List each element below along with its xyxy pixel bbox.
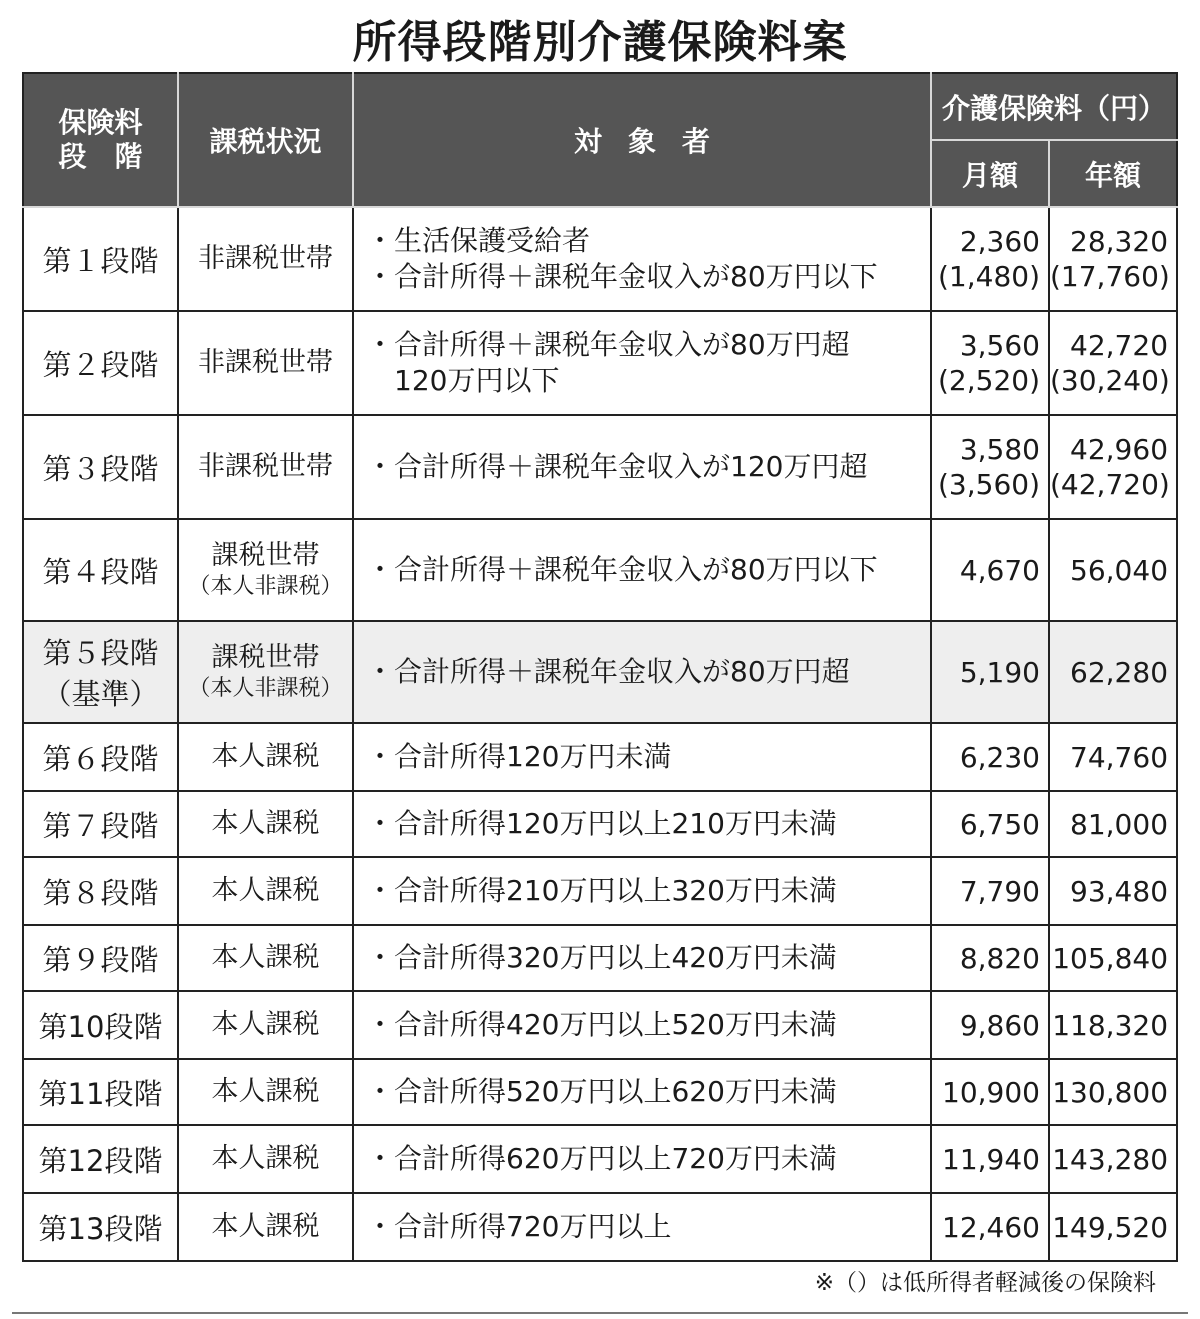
- target-cell: [353, 207, 931, 311]
- monthly-cell: [931, 723, 1049, 791]
- monthly-cell: [931, 207, 1049, 311]
- tax-status-label: 本人課税: [211, 1009, 320, 1040]
- stage-cell: [23, 925, 178, 991]
- tax-status-cell: [178, 991, 353, 1059]
- monthly-value: 3,580: [959, 433, 1040, 466]
- annual-cell: [1049, 621, 1177, 723]
- tax-status-cell: [178, 1125, 353, 1193]
- table-row: [23, 857, 1177, 925]
- target-cell: [353, 621, 931, 723]
- target-line: ・合計所得420万円以上520万円未満: [366, 1008, 837, 1041]
- annual-cell: [1049, 311, 1177, 415]
- stage-label: 第４段階: [42, 554, 159, 589]
- stage-label: 第11段階: [38, 1076, 163, 1111]
- target-line: ・合計所得＋課税年金収入が80万円以下: [366, 553, 878, 586]
- stage-label: 第12段階: [38, 1143, 163, 1178]
- stage-cell: [23, 991, 178, 1059]
- stage-cell: [23, 1193, 178, 1261]
- tax-status-label: 本人課税: [211, 741, 320, 772]
- tax-status-label: 非課税世帯: [198, 347, 333, 378]
- annual-cell: [1049, 791, 1177, 857]
- annual-value: 42,960: [1070, 433, 1169, 466]
- tax-status-cell: [178, 791, 353, 857]
- header-premium-group: 介護保険料（円）: [931, 73, 1177, 140]
- target-cell: [353, 991, 931, 1059]
- table-row: [23, 925, 1177, 991]
- annual-value: 56,040: [1070, 553, 1169, 587]
- footnote: ※（）は低所得者軽減後の保険料: [814, 1270, 1156, 1296]
- tax-status-cell: [178, 207, 353, 311]
- tax-status-cell: [178, 311, 353, 415]
- tax-status-cell: [178, 1059, 353, 1125]
- tax-status-label: 本人課税: [211, 1211, 320, 1242]
- target-line: ・合計所得620万円以上720万円未満: [366, 1142, 837, 1175]
- tax-status-label: 本人課税: [211, 1076, 320, 1107]
- stage-label: 第２段階: [42, 347, 159, 382]
- tax-status-cell: [178, 621, 353, 723]
- stage-note: （基準）: [42, 677, 159, 711]
- annual-value: 74,760: [1070, 740, 1169, 774]
- annual-value: 130,800: [1052, 1075, 1169, 1109]
- monthly-value: 2,360: [959, 225, 1040, 258]
- target-cell: [353, 519, 931, 621]
- target-line: ・合計所得＋課税年金収入が120万円超: [366, 450, 868, 483]
- stage-cell: [23, 723, 178, 791]
- page-title: 所得段階別介護保険料案: [352, 17, 848, 68]
- tax-status-cell: [178, 415, 353, 519]
- tax-status-cell: [178, 519, 353, 621]
- target-line: ・合計所得＋課税年金収入が80万円以下: [366, 260, 878, 293]
- stage-cell: [23, 857, 178, 925]
- target-cell: [353, 857, 931, 925]
- table-row: [23, 621, 1177, 723]
- table-row: [23, 723, 1177, 791]
- monthly-value: 4,670: [959, 553, 1040, 587]
- annual-value: 105,840: [1052, 941, 1169, 975]
- monthly-reduced-value: (3,560): [937, 468, 1040, 501]
- stage-cell: [23, 621, 178, 723]
- header-tax-status: 課税状況: [178, 73, 353, 207]
- monthly-value: 8,820: [959, 941, 1040, 975]
- monthly-cell: [931, 791, 1049, 857]
- annual-cell: [1049, 1059, 1177, 1125]
- monthly-value: 11,940: [942, 1142, 1040, 1176]
- monthly-value: 10,900: [942, 1075, 1040, 1109]
- tax-status-cell: [178, 1193, 353, 1261]
- annual-cell: [1049, 207, 1177, 311]
- tax-status-label: 非課税世帯: [198, 451, 333, 482]
- monthly-value: 12,460: [942, 1210, 1040, 1244]
- table-row: [23, 207, 1177, 311]
- target-line: 120万円以下: [366, 364, 560, 397]
- header-annual: 年額: [1049, 140, 1177, 207]
- target-line: ・合計所得＋課税年金収入が80万円超: [366, 328, 850, 361]
- tax-status-note: （本人非課税）: [188, 574, 343, 599]
- target-line: ・合計所得320万円以上420万円未満: [366, 941, 837, 974]
- monthly-cell: [931, 415, 1049, 519]
- stage-label: 第10段階: [38, 1009, 163, 1044]
- table-body: [23, 207, 1177, 1261]
- annual-cell: [1049, 991, 1177, 1059]
- tax-status-cell: [178, 857, 353, 925]
- tax-status-label: 課税世帯: [211, 642, 320, 673]
- monthly-value: 6,230: [959, 740, 1040, 774]
- annual-value: 118,320: [1052, 1008, 1169, 1042]
- target-line: ・合計所得＋課税年金収入が80万円超: [366, 655, 850, 688]
- monthly-cell: [931, 519, 1049, 621]
- tax-status-label: 課税世帯: [211, 540, 320, 571]
- annual-cell: [1049, 1193, 1177, 1261]
- target-cell: [353, 1125, 931, 1193]
- stage-cell: [23, 791, 178, 857]
- monthly-cell: [931, 1125, 1049, 1193]
- annual-cell: [1049, 415, 1177, 519]
- tax-status-label: 本人課税: [211, 942, 320, 973]
- stage-label: 第７段階: [42, 808, 159, 843]
- table-row: [23, 519, 1177, 621]
- monthly-value: 3,560: [959, 329, 1040, 362]
- monthly-value: 5,190: [959, 655, 1040, 689]
- stage-label: 第３段階: [42, 451, 159, 486]
- annual-cell: [1049, 1125, 1177, 1193]
- tax-status-label: 本人課税: [211, 875, 320, 906]
- table-row: [23, 791, 1177, 857]
- table-row: [23, 1193, 1177, 1261]
- annual-cell: [1049, 857, 1177, 925]
- stage-label: 第９段階: [42, 942, 159, 977]
- annual-cell: [1049, 519, 1177, 621]
- annual-cell: [1049, 925, 1177, 991]
- tax-status-cell: [178, 925, 353, 991]
- annual-value: 62,280: [1070, 655, 1169, 689]
- monthly-cell: [931, 311, 1049, 415]
- premium-table: [22, 72, 1178, 1262]
- target-line: ・合計所得720万円以上: [366, 1210, 672, 1243]
- target-cell: [353, 311, 931, 415]
- stage-cell: [23, 207, 178, 311]
- header-stage: [23, 73, 178, 207]
- header-monthly: 月額: [931, 140, 1049, 207]
- stage-cell: [23, 519, 178, 621]
- table-row: [23, 1125, 1177, 1193]
- stage-label: 第５段階: [42, 636, 159, 670]
- target-cell: [353, 925, 931, 991]
- annual-reduced-value: (17,760): [1050, 260, 1170, 293]
- stage-cell: [23, 415, 178, 519]
- target-cell: [353, 791, 931, 857]
- header-target: 対象者: [353, 73, 931, 207]
- bottom-divider: [12, 1312, 1188, 1314]
- target-line: ・合計所得210万円以上320万円未満: [366, 874, 837, 907]
- table-row: [23, 1059, 1177, 1125]
- tax-status-cell: [178, 723, 353, 791]
- tax-status-label: 本人課税: [211, 1143, 320, 1174]
- target-cell: [353, 1193, 931, 1261]
- annual-value: 149,520: [1052, 1210, 1169, 1244]
- stage-cell: [23, 1059, 178, 1125]
- stage-label: 第６段階: [42, 741, 159, 776]
- monthly-reduced-value: (2,520): [937, 364, 1040, 397]
- stage-label: 第８段階: [42, 875, 159, 910]
- header-stage-line2: 段 階: [58, 140, 143, 173]
- annual-reduced-value: (42,720): [1050, 468, 1170, 501]
- stage-label: 第１段階: [42, 243, 159, 278]
- tax-status-label: 非課税世帯: [198, 243, 333, 274]
- stage-label: 第13段階: [38, 1211, 163, 1246]
- table-row: [23, 311, 1177, 415]
- table-header: [23, 73, 1177, 207]
- monthly-cell: [931, 1059, 1049, 1125]
- stage-cell: [23, 311, 178, 415]
- monthly-reduced-value: (1,480): [937, 260, 1040, 293]
- target-line: ・合計所得120万円以上210万円未満: [366, 807, 837, 840]
- monthly-cell: [931, 857, 1049, 925]
- target-line: ・合計所得120万円未満: [366, 740, 672, 773]
- monthly-cell: [931, 925, 1049, 991]
- monthly-cell: [931, 621, 1049, 723]
- annual-value: 42,720: [1070, 329, 1169, 362]
- monthly-cell: [931, 991, 1049, 1059]
- target-cell: [353, 415, 931, 519]
- monthly-cell: [931, 1193, 1049, 1261]
- stage-cell: [23, 1125, 178, 1193]
- monthly-value: 6,750: [959, 807, 1040, 841]
- annual-value: 28,320: [1070, 225, 1169, 258]
- annual-value: 93,480: [1070, 874, 1169, 908]
- monthly-value: 7,790: [959, 874, 1040, 908]
- tax-status-note: （本人非課税）: [188, 676, 343, 701]
- table-row: [23, 991, 1177, 1059]
- header-stage-line1: 保険料: [58, 106, 143, 139]
- monthly-value: 9,860: [959, 1008, 1040, 1042]
- annual-value: 81,000: [1070, 807, 1169, 841]
- target-line: ・生活保護受給者: [366, 224, 591, 257]
- annual-value: 143,280: [1052, 1142, 1169, 1176]
- annual-reduced-value: (30,240): [1050, 364, 1170, 397]
- tax-status-label: 本人課税: [211, 808, 320, 839]
- target-cell: [353, 723, 931, 791]
- target-line: ・合計所得520万円以上620万円未満: [366, 1075, 837, 1108]
- annual-cell: [1049, 723, 1177, 791]
- target-cell: [353, 1059, 931, 1125]
- table-row: [23, 415, 1177, 519]
